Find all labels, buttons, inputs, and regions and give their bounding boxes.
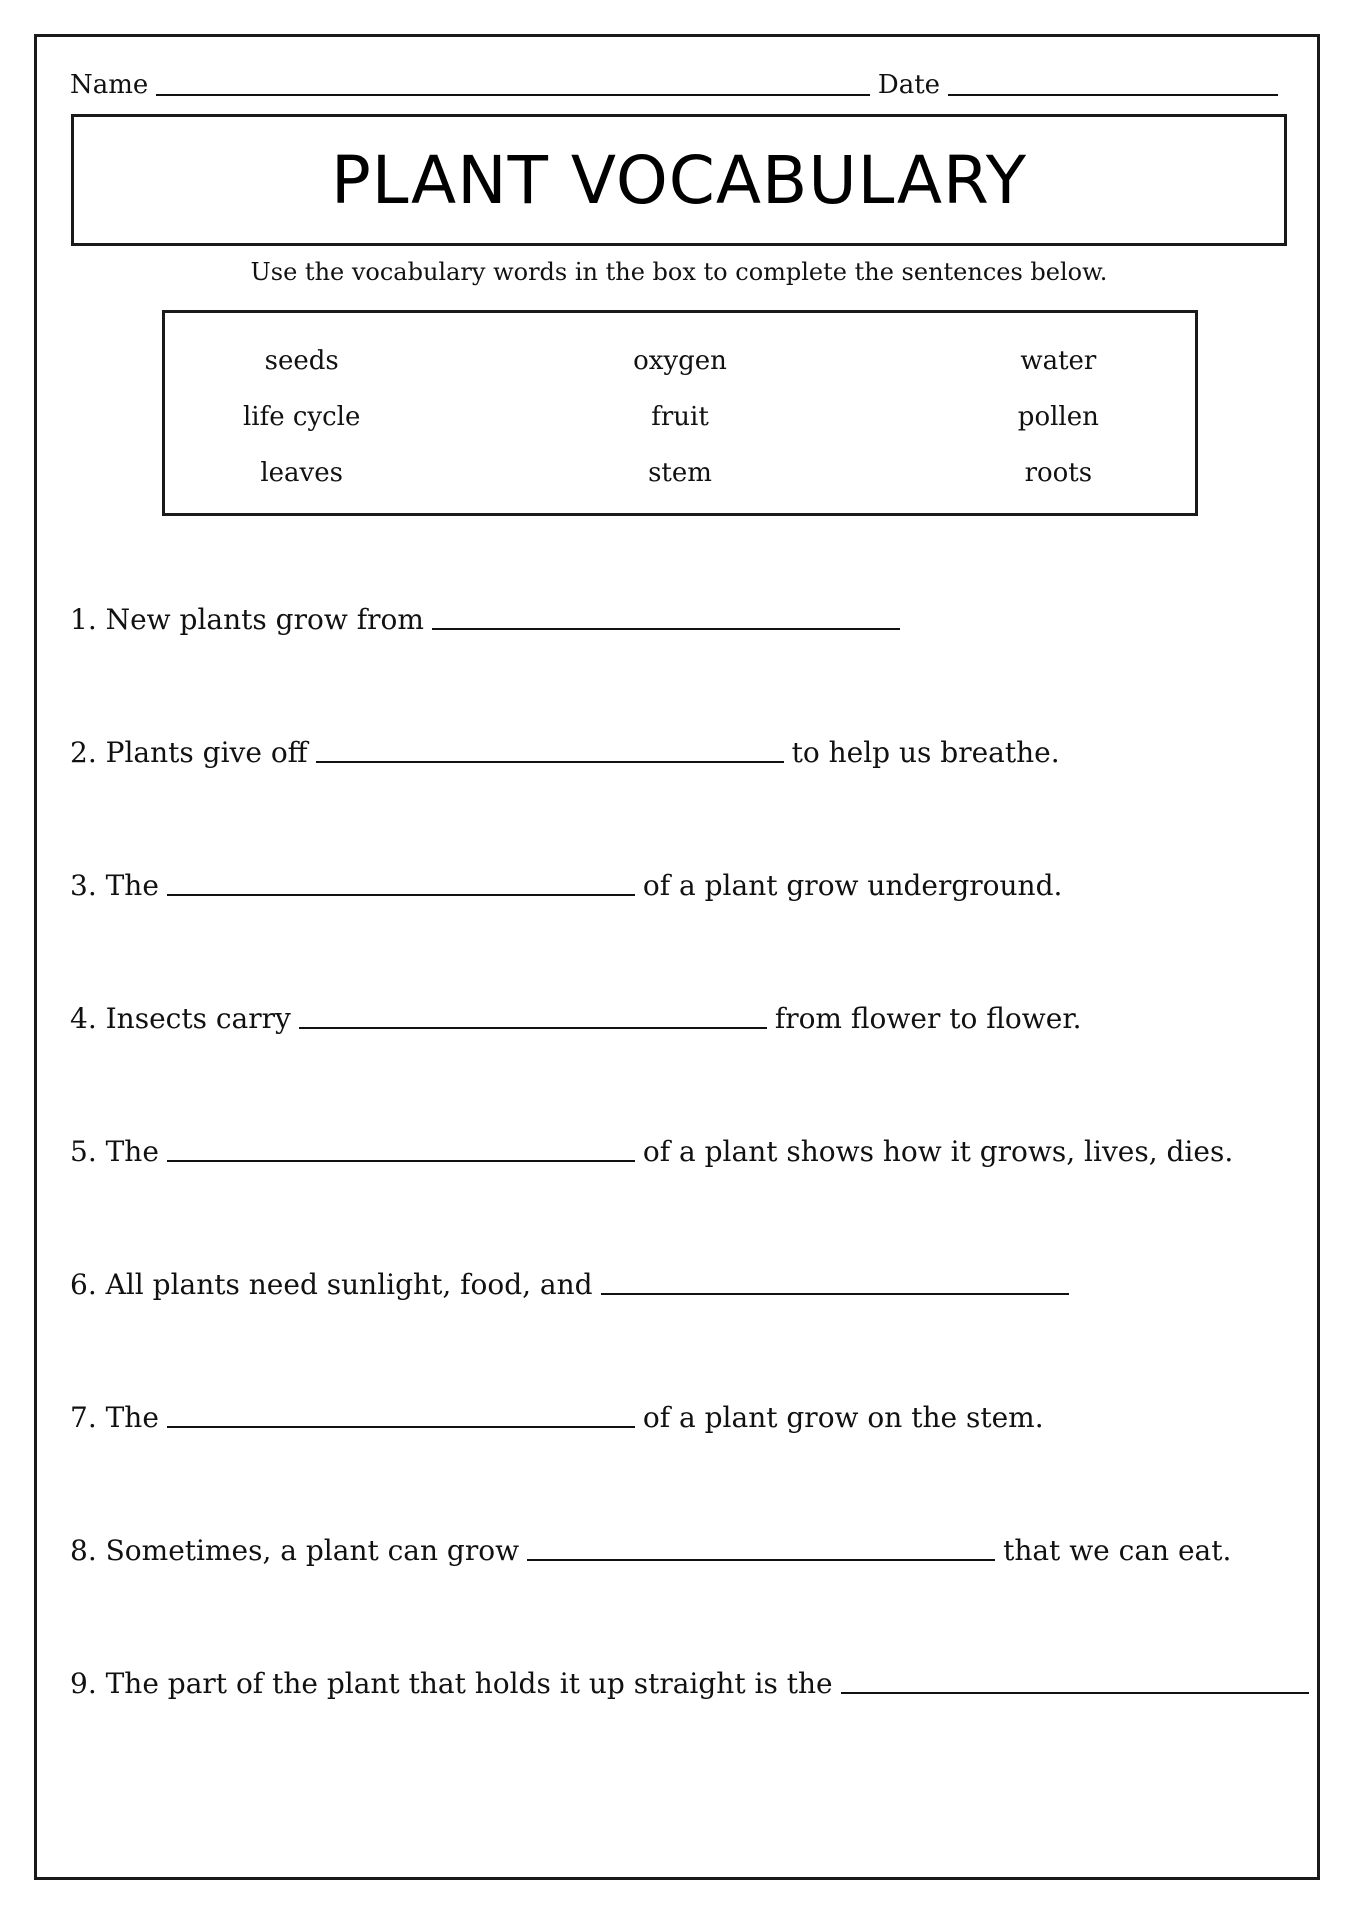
answer-blank[interactable] [299,1003,767,1029]
question-6 [70,1261,1077,1301]
name-label: Name [70,70,149,100]
question-text: 2. Plants give off [70,736,308,769]
question-text: 1. New plants grow from [70,603,424,636]
answer-blank[interactable] [601,1269,1069,1295]
answer-blank[interactable] [432,604,900,630]
question-text-end: that we can eat. [1003,1534,1232,1567]
question-text-end: from flower to flower. [774,1002,1082,1035]
answer-blank[interactable] [167,1136,635,1162]
question-text-end: of a plant shows how it grows, lives, dies. [642,1135,1234,1168]
question-text-end: to help us breathe. [791,736,1060,769]
word-bank-item: stem [648,458,712,488]
word-bank-item: fruit [651,402,709,432]
question-7 [70,1394,1044,1434]
word-bank-item: leaves [260,458,343,488]
instructions: Use the vocabulary words in the box to complete the sentences below. [250,258,1108,286]
question-text: 6. All plants need sunlight, food, and [70,1268,593,1301]
question-9 [70,1660,1317,1700]
word-bank [162,310,1198,516]
date-label: Date [877,70,941,100]
question-3 [70,862,1062,902]
answer-blank[interactable] [527,1535,995,1561]
question-text: 4. Insects carry [70,1002,291,1035]
question-text: 8. Sometimes, a plant can grow [70,1534,520,1567]
question-text-end: of a plant grow on the stem. [642,1401,1044,1434]
name-date-row [70,66,1286,100]
answer-blank[interactable] [167,1402,635,1428]
answer-blank[interactable] [167,870,635,896]
question-4 [70,995,1082,1035]
question-text: 3. The [70,869,159,902]
question-text-end: of a plant grow underground. [642,869,1063,902]
question-1 [70,596,908,636]
question-text: 7. The [70,1401,159,1434]
question-5 [70,1128,1233,1168]
answer-blank[interactable] [841,1668,1309,1694]
question-2 [70,729,1060,769]
question-8 [70,1527,1231,1567]
name-field[interactable] [156,72,870,96]
answer-blank[interactable] [316,737,784,763]
title-box [71,114,1287,246]
word-bank-item: pollen [1017,402,1099,432]
word-bank-item: water [1020,346,1097,376]
page-title: PLANT VOCABULARY [330,141,1028,219]
question-text: 5. The [70,1135,159,1168]
word-bank-item: life cycle [242,402,361,432]
date-field[interactable] [948,72,1278,96]
question-text: 9. The part of the plant that holds it up straight is the [70,1667,833,1700]
word-bank-item: oxygen [633,346,727,376]
word-bank-item: seeds [264,346,339,376]
word-bank-item: roots [1024,458,1093,488]
